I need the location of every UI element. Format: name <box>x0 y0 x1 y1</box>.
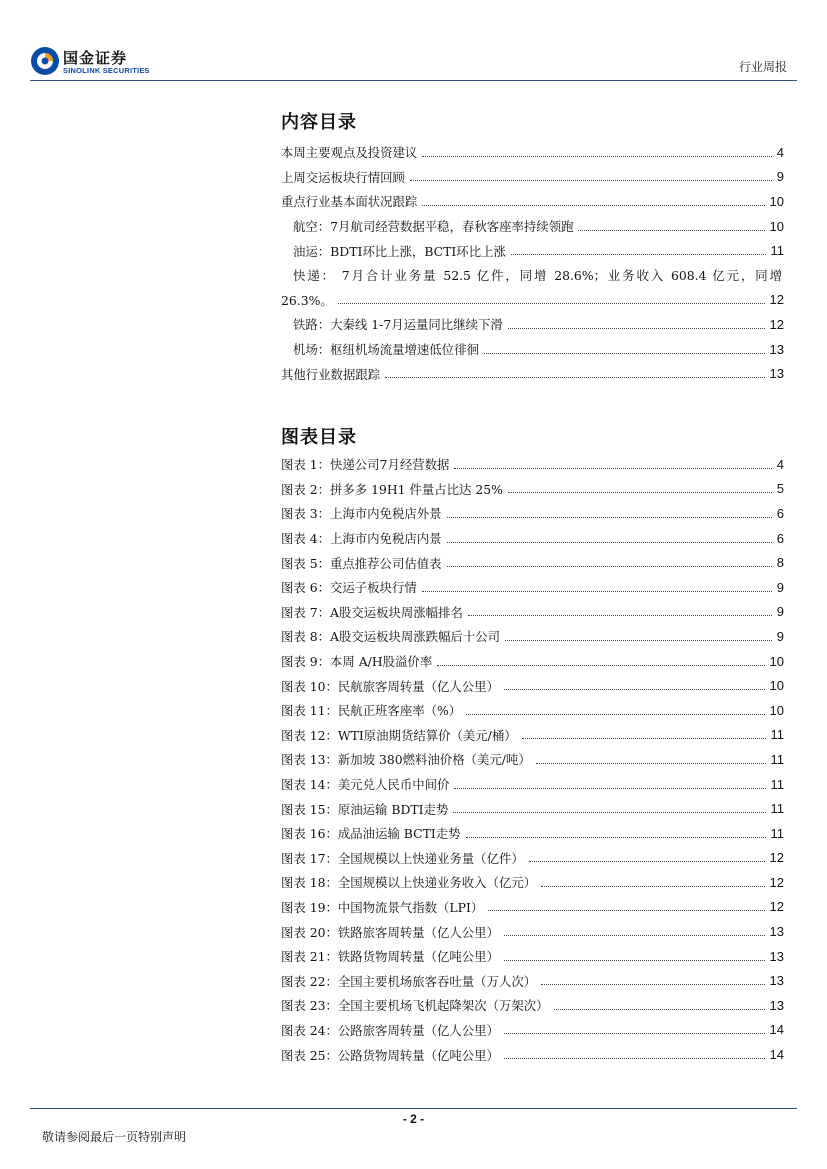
figure-entry-page: 10 <box>769 653 784 669</box>
toc-subentry[interactable] <box>281 238 784 263</box>
toc-subentry[interactable] <box>281 337 784 362</box>
toc-entry-page: 12 <box>769 316 784 332</box>
toc-entry-label: 上周交运板块行情回顾 <box>281 169 405 185</box>
dot-leader <box>338 303 765 304</box>
figure-entry-label: 图表 8：A股交运板块周涨跌幅后十公司 <box>281 629 501 645</box>
toc-entry-label: 26.3%。 <box>281 292 333 308</box>
toc-subentry-continuation[interactable] <box>281 288 784 313</box>
header-divider <box>30 80 797 81</box>
figure-entry-page: 11 <box>770 801 784 817</box>
figure-entry[interactable] <box>281 1042 784 1067</box>
figure-entry-page: 12 <box>769 850 784 866</box>
figure-entry[interactable] <box>281 526 784 551</box>
figure-entry-label: 图表 6：交运子板块行情 <box>281 580 417 596</box>
figure-entry[interactable] <box>281 624 784 649</box>
toc-entry-page: 13 <box>769 341 784 357</box>
toc-entry-page: 13 <box>769 366 784 382</box>
figure-entry-label: 图表 21：铁路货物周转量（亿吨公里） <box>281 949 499 965</box>
toc-entry-label: 快递： 7月合计业务量 52.5 亿件，同增 28.6%；业务收入 608.4 亿元，同增 <box>293 268 782 284</box>
figure-entry[interactable] <box>281 993 784 1018</box>
toc-entry[interactable] <box>281 165 784 190</box>
figure-entry-label: 图表 25：公路货物周转量（亿吨公里） <box>281 1047 499 1063</box>
figure-entry-label: 图表 15：原油运输 BDTI走势 <box>281 801 449 817</box>
figure-entry-page: 10 <box>769 702 784 718</box>
dot-leader <box>541 886 764 887</box>
figure-entry[interactable] <box>281 550 784 575</box>
dot-leader <box>466 837 766 838</box>
toc-entry-label: 航空：7月航司经营数据平稳，春秋客座率持续领跑 <box>293 219 574 235</box>
dot-leader <box>541 984 764 985</box>
toc-subentry[interactable] <box>281 214 784 239</box>
dot-leader <box>447 566 772 567</box>
figure-entry-page: 9 <box>776 628 784 644</box>
figure-entry[interactable] <box>281 723 784 748</box>
figure-entry-page: 6 <box>776 530 784 546</box>
figure-entry-page: 8 <box>776 555 784 571</box>
toc-entry-label: 铁路：大秦线 1-7月运量同比继续下滑 <box>293 317 503 333</box>
dot-leader <box>454 788 765 789</box>
dot-leader <box>522 738 766 739</box>
figure-entry-label: 图表 19：中国物流景气指数（LPI） <box>281 899 484 915</box>
dot-leader <box>385 377 764 378</box>
figure-entry[interactable] <box>281 944 784 969</box>
figure-entry-label: 图表 3：上海市内免税店外景 <box>281 506 442 522</box>
logo-chinese-name: 国金证券 <box>63 49 128 67</box>
dot-leader <box>422 156 771 157</box>
figure-entry-page: 14 <box>769 1047 784 1063</box>
company-logo <box>30 44 170 78</box>
figure-entry-label: 图表 17：全国规模以上快递业务量（亿件） <box>281 850 524 866</box>
figure-entry-label: 图表 18：全国规模以上快递业务收入（亿元） <box>281 875 537 891</box>
figure-entry-label: 图表 12：WTI原油期货结算价（美元/桶） <box>281 727 517 743</box>
report-type-label: 行业周报 <box>738 60 787 74</box>
dot-leader <box>410 180 772 181</box>
figure-entry[interactable] <box>281 846 784 871</box>
toc-entry-page: 12 <box>769 292 784 308</box>
toc-entry-page: 11 <box>770 243 784 259</box>
figure-entry[interactable] <box>281 649 784 674</box>
toc-entry-page: 10 <box>769 193 784 209</box>
figure-entry-page: 5 <box>776 481 784 497</box>
figure-entry-label: 图表 20：铁路旅客周转量（亿人公里） <box>281 924 499 940</box>
figure-entry-label: 图表 9：本周 A/H股溢价率 <box>281 654 433 670</box>
toc-entry-label: 机场：枢纽机场流量增速低位徘徊 <box>293 342 479 358</box>
figure-entry-label: 图表 22：全国主要机场旅客吞吐量（万人次） <box>281 973 537 989</box>
dot-leader <box>422 205 764 206</box>
figure-entry-label: 图表 1：快递公司7月经营数据 <box>281 457 450 473</box>
dot-leader <box>508 328 765 329</box>
dot-leader <box>484 353 765 354</box>
figure-entry-label: 图表 10：民航旅客周转量（亿人公里） <box>281 678 499 694</box>
figure-entry-label: 图表 2：拼多多 19H1 件量占比达 25% <box>281 481 503 497</box>
dot-leader <box>453 812 765 813</box>
toc-entry[interactable] <box>281 140 784 165</box>
dot-leader <box>554 1009 765 1010</box>
dot-leader <box>505 640 772 641</box>
figure-entry-page: 11 <box>770 825 784 841</box>
figure-entry-label: 图表 24：公路旅客周转量（亿人公里） <box>281 1022 499 1038</box>
dot-leader <box>422 591 772 592</box>
figure-entry[interactable] <box>281 772 784 797</box>
figure-entry[interactable] <box>281 673 784 698</box>
figure-entry-label: 图表 23：全国主要机场飞机起降架次（万架次） <box>281 998 549 1014</box>
figure-entry[interactable] <box>281 698 784 723</box>
contents-title: 内容目录 <box>281 112 357 133</box>
toc-entry-label: 其他行业数据跟踪 <box>281 366 381 382</box>
figure-entry[interactable] <box>281 919 784 944</box>
figure-entry-page: 13 <box>769 973 784 989</box>
figure-entry-page: 13 <box>769 948 784 964</box>
figure-entry-label: 图表 7：A股交运板块周涨幅排名 <box>281 604 463 620</box>
dot-leader <box>488 910 764 911</box>
figures-list <box>281 452 784 1067</box>
figure-entry[interactable] <box>281 796 784 821</box>
figure-entry-page: 11 <box>770 776 784 792</box>
footer-divider <box>30 1108 797 1109</box>
figure-entry-page: 11 <box>770 727 784 743</box>
toc-subentry[interactable] <box>281 312 784 337</box>
dot-leader <box>437 665 764 666</box>
figure-entry-page: 9 <box>776 604 784 620</box>
figure-entry-page: 12 <box>769 874 784 890</box>
figure-entry[interactable] <box>281 452 784 477</box>
figure-entry[interactable] <box>281 600 784 625</box>
toc-entry[interactable] <box>281 189 784 214</box>
dot-leader <box>468 615 772 616</box>
dot-leader <box>454 468 771 469</box>
figure-entry[interactable] <box>281 870 784 895</box>
figures-title: 图表目录 <box>281 427 357 448</box>
figure-entry-label: 图表 4：上海市内免税店内景 <box>281 531 442 547</box>
figure-entry[interactable] <box>281 477 784 502</box>
figure-entry[interactable] <box>281 501 784 526</box>
figure-entry[interactable] <box>281 895 784 920</box>
dot-leader <box>504 689 765 690</box>
dot-leader <box>529 861 765 862</box>
toc-entry-page: 4 <box>776 144 784 160</box>
figure-entry[interactable] <box>281 821 784 846</box>
figure-entry-label: 图表 13：新加坡 380燃料油价格（美元/吨） <box>281 752 531 768</box>
figure-entry-label: 图表 11：民航正班客座率（%） <box>281 703 462 719</box>
toc-entry-label: 本周主要观点及投资建议 <box>281 145 418 161</box>
dot-leader <box>508 492 772 493</box>
figure-entry-label: 图表 14：美元兑人民币中间价 <box>281 777 450 793</box>
figure-entry-page: 6 <box>776 505 784 521</box>
figure-entry-page: 12 <box>769 899 784 915</box>
figure-entry-page: 13 <box>769 997 784 1013</box>
figure-entry-label: 图表 16：成品油运输 BCTI走势 <box>281 826 461 842</box>
figure-entry[interactable] <box>281 1018 784 1043</box>
toc-entry-page: 9 <box>776 169 784 185</box>
dot-leader <box>447 517 772 518</box>
figure-entry-page: 4 <box>776 456 784 472</box>
contents-list <box>281 140 784 386</box>
disclaimer-note: 敬请参阅最后一页特别声明 <box>42 1130 187 1144</box>
figure-entry-label: 图表 5：重点推荐公司估值表 <box>281 555 442 571</box>
dot-leader <box>504 1033 765 1034</box>
toc-entry-label: 重点行业基本面状况跟踪 <box>281 194 418 210</box>
dot-leader <box>578 230 764 231</box>
toc-entry-label: 油运：BDTI环比上涨，BCTI环比上涨 <box>293 243 506 259</box>
toc-entry[interactable] <box>281 361 784 386</box>
figure-entry-page: 13 <box>769 924 784 940</box>
dot-leader <box>504 960 765 961</box>
figure-entry-page: 11 <box>770 751 784 767</box>
logo-english-name: SINOLINK SECURITIES <box>63 66 150 75</box>
figure-entry-page: 14 <box>769 1022 784 1038</box>
toc-entry-page: 10 <box>769 218 784 234</box>
page-header <box>0 0 827 80</box>
page-number: - 2 - <box>402 1112 425 1126</box>
sinolink-logo-icon <box>30 46 60 76</box>
figure-entry-page: 9 <box>776 579 784 595</box>
dot-leader <box>511 254 766 255</box>
figure-entry[interactable] <box>281 747 784 772</box>
dot-leader <box>536 763 766 764</box>
figure-entry[interactable] <box>281 575 784 600</box>
figure-entry[interactable] <box>281 968 784 993</box>
dot-leader <box>466 714 764 715</box>
toc-subentry-wrapped[interactable] <box>281 263 784 288</box>
figure-entry-page: 10 <box>769 678 784 694</box>
dot-leader <box>447 542 772 543</box>
dot-leader <box>504 935 765 936</box>
dot-leader <box>504 1058 765 1059</box>
